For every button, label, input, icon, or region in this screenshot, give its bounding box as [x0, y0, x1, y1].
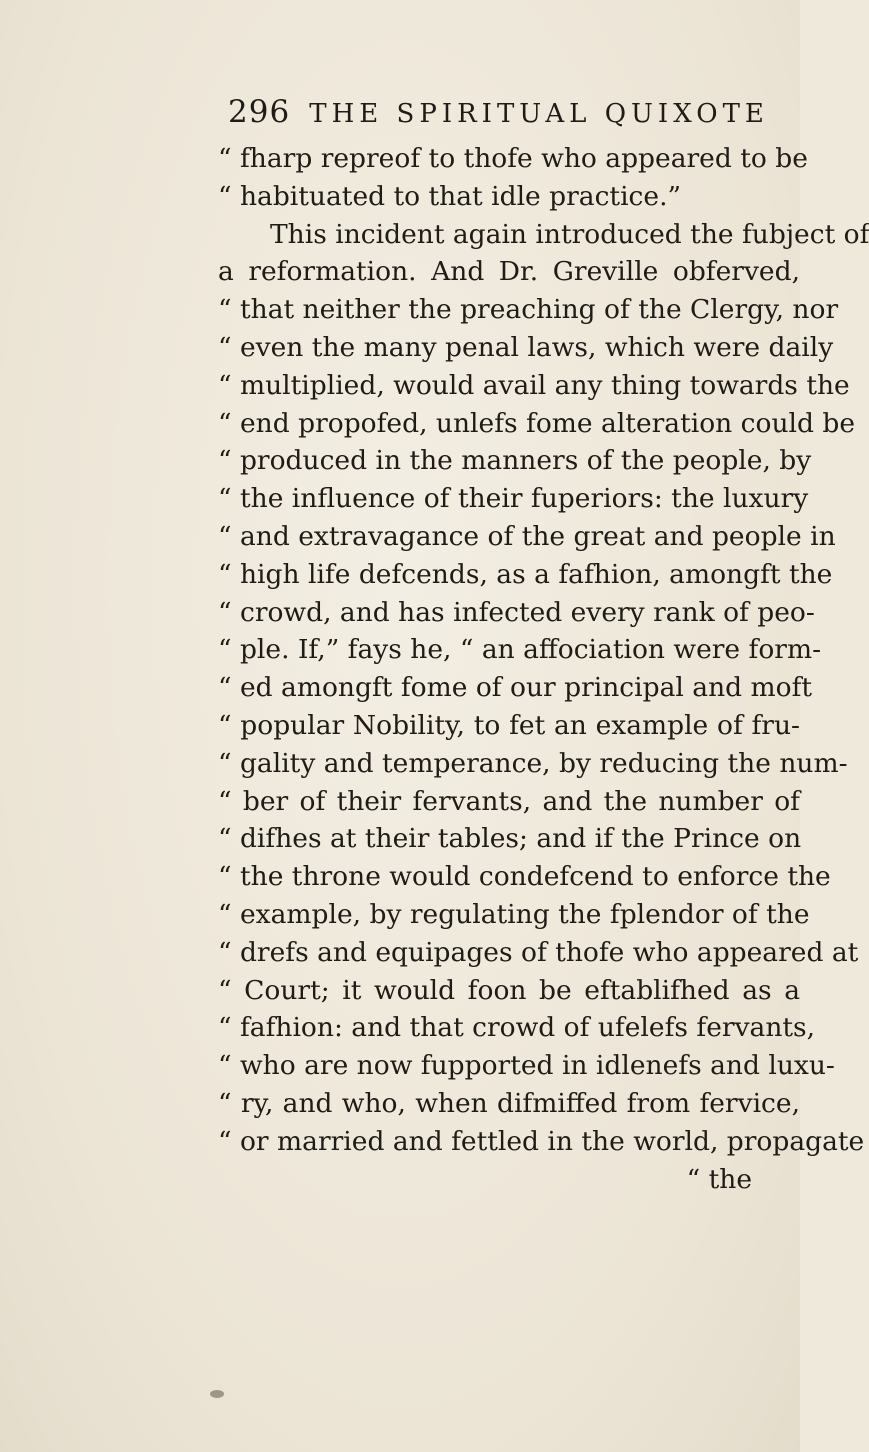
text-line: “ produced in the manners of the people, by	[218, 445, 812, 477]
text-line: “ the influence of their fuperiors: the luxury	[218, 483, 809, 515]
text-line: “ habituated to that idle practice.”	[218, 180, 682, 212]
text-line: “ difhes at their tables; and if the Prince on	[218, 823, 802, 855]
text-line: “ who are now fupported in idlenefs and luxu-	[218, 1050, 835, 1082]
text-line: “ or married and fettled in the world, propagate	[218, 1125, 865, 1157]
text-line: “ high life defcends, as a fafhion, amongft the	[218, 558, 833, 590]
text-line: “ fharp repreof to thofe who appeared to be	[218, 143, 808, 174]
page-number: 296	[228, 94, 291, 130]
text-line: “ ry, and who, when difmiffed from fervice,	[218, 1087, 800, 1119]
text-line: “ and extravagance of the great and people in	[218, 520, 836, 552]
catchword: “ the	[686, 1163, 752, 1195]
text-line: “ ed amongft fome of our principal and moft	[218, 672, 813, 704]
text-line: “ ber of their fervants, and the number of	[218, 785, 800, 817]
text-line: “ drefs and equipages of thofe who appeared at	[218, 936, 859, 968]
text-line: “ multiplied, would avail any thing towards the	[218, 369, 850, 401]
text-line: “ Court; it would foon be eftablifhed as a	[218, 974, 800, 1006]
text-line: “ the throne would condefcend to enforce the	[218, 861, 831, 893]
text-line: This incident again introduced the fubject of	[270, 218, 869, 250]
page-header	[228, 94, 788, 134]
running-head: THE SPIRITUAL QUIXOTE	[309, 99, 769, 129]
text-line: “ end propofed, unlefs fome alteration could be	[218, 407, 856, 439]
text-line: “ example, by regulating the fplendor of the	[218, 898, 810, 930]
text-line: “ ple. If,” fays he, “ an affociation were form-	[218, 634, 822, 666]
text-line: “ gality and temperance, by reducing the num-	[218, 747, 848, 779]
text-line: “ that neither the preaching of the Clergy, nor	[218, 294, 839, 326]
ink-smudge	[210, 1390, 224, 1398]
text-line: a reformation. And Dr. Greville obferved,	[218, 256, 800, 288]
body-text	[218, 140, 869, 1198]
text-line: “ even the many penal laws, which were daily	[218, 331, 834, 363]
text-line: “ popular Nobility, to fet an example of fru-	[218, 709, 800, 741]
text-line: “ fafhion: and that crowd of ufelefs fervants,	[218, 1012, 816, 1044]
text-line: “ crowd, and has infected every rank of peo-	[218, 596, 815, 628]
